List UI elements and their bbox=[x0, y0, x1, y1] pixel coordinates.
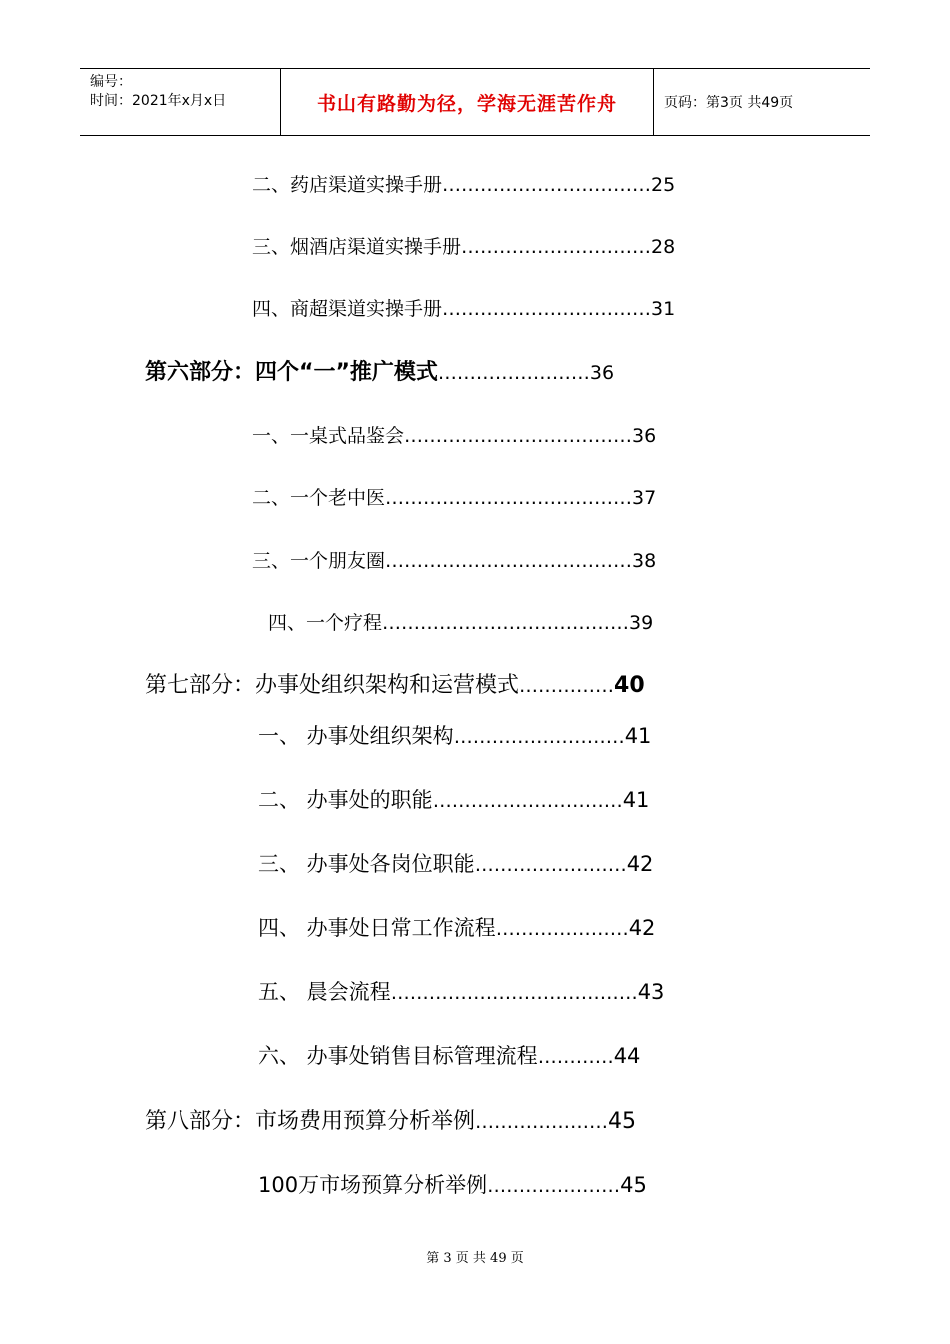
toc-item[interactable] bbox=[258, 918, 655, 939]
toc-leader: ………………… bbox=[475, 1111, 609, 1133]
toc-item-title: 三、 办事处各岗位职能 bbox=[258, 852, 475, 876]
toc-item-title: 四、商超渠道实操手册 bbox=[252, 298, 443, 320]
motto-text: 书山有路勤为径，学海无涯苦作舟 bbox=[316, 92, 617, 115]
number-label: 编号： bbox=[90, 74, 132, 90]
toc-item[interactable] bbox=[258, 726, 651, 747]
toc-item[interactable] bbox=[252, 489, 656, 508]
toc-item-page: 42 bbox=[626, 852, 654, 876]
toc-item[interactable] bbox=[258, 790, 649, 811]
toc-part-page: 40 bbox=[614, 673, 645, 698]
toc-leader: …………………… bbox=[474, 854, 627, 876]
toc-item[interactable] bbox=[258, 1046, 640, 1067]
toc-item-title: 二、 办事处的职能 bbox=[258, 788, 433, 812]
toc-leader: …………………… bbox=[437, 362, 590, 384]
toc-item[interactable] bbox=[252, 300, 675, 319]
toc-item[interactable] bbox=[252, 552, 656, 571]
toc-item[interactable] bbox=[252, 427, 656, 446]
toc-item-title: 五、 晨会流程 bbox=[258, 980, 391, 1004]
toc-leader: ………………………………… bbox=[385, 550, 633, 572]
header-meta bbox=[80, 69, 281, 135]
toc-leader: …………………………… bbox=[442, 174, 652, 196]
toc-leader: ………………………………… bbox=[390, 982, 638, 1004]
toc-part-title: 第六部分：四个“一”推广模式 bbox=[145, 360, 438, 385]
toc-item-page: 25 bbox=[651, 174, 676, 196]
toc-item-title: 二、药店渠道实操手册 bbox=[252, 174, 443, 196]
toc-part-page: 45 bbox=[608, 1109, 637, 1134]
toc-item-title: 三、烟酒店渠道实操手册 bbox=[252, 236, 462, 258]
toc-leader: ………………………………… bbox=[385, 487, 633, 509]
toc-leader: ………………………… bbox=[432, 790, 623, 812]
toc-item-title: 二、一个老中医 bbox=[252, 487, 386, 509]
toc-leader: ………… bbox=[537, 1046, 614, 1068]
toc-item-page: 45 bbox=[620, 1173, 647, 1197]
toc-item-page: 38 bbox=[632, 550, 657, 572]
toc-leader: …………………………… bbox=[442, 298, 652, 320]
toc-leader: ……………………… bbox=[453, 726, 625, 748]
toc-leader: ………………… bbox=[495, 918, 629, 940]
toc-item-page: 39 bbox=[629, 612, 654, 634]
page-header bbox=[80, 68, 870, 136]
toc-item-page: 41 bbox=[624, 724, 652, 748]
toc-item[interactable] bbox=[268, 614, 653, 633]
toc-item-page: 42 bbox=[628, 916, 656, 940]
toc-leader: ………………………………… bbox=[382, 612, 630, 634]
toc-item-page: 43 bbox=[637, 980, 665, 1004]
time-label: 时间：2021年x月x日 bbox=[90, 93, 227, 109]
toc-item-title: 四、 办事处日常工作流程 bbox=[258, 916, 496, 940]
toc-item-title: 三、一个朋友圈 bbox=[252, 550, 386, 572]
toc-item[interactable] bbox=[258, 1175, 647, 1196]
toc-item[interactable] bbox=[252, 238, 675, 257]
toc-item[interactable] bbox=[258, 854, 653, 875]
toc-part-title: 第七部分：办事处组织架构和运营模式 bbox=[145, 673, 520, 698]
toc-part[interactable] bbox=[145, 675, 645, 697]
page-footer: 第 3 页 共 49 页 bbox=[426, 1251, 524, 1266]
toc-part-page: 36 bbox=[589, 362, 615, 384]
toc-leader: ………………………… bbox=[461, 236, 652, 258]
toc-leader: ………………… bbox=[487, 1175, 621, 1197]
toc-leader: ……………………………… bbox=[404, 425, 633, 447]
toc-item-page: 41 bbox=[622, 788, 650, 812]
header-motto bbox=[281, 69, 654, 135]
header-page-info: 页码：第3页 共49页 bbox=[664, 95, 794, 111]
toc-item-title: 一、一桌式品鉴会 bbox=[252, 425, 405, 447]
toc-item-title: 100万市场预算分析举例 bbox=[258, 1173, 488, 1197]
toc-item[interactable] bbox=[258, 982, 664, 1003]
toc-part-title: 第八部分：市场费用预算分析举例 bbox=[145, 1109, 476, 1134]
toc-item-page: 31 bbox=[651, 298, 676, 320]
toc-item[interactable] bbox=[252, 176, 675, 195]
toc-item-title: 六、 办事处销售目标管理流程 bbox=[258, 1044, 538, 1068]
toc-item-title: 四、一个疗程 bbox=[268, 612, 383, 634]
toc-part[interactable] bbox=[145, 1111, 636, 1133]
toc-item-title: 一、 办事处组织架构 bbox=[258, 724, 454, 748]
toc-leader: …………… bbox=[519, 675, 615, 697]
toc-part[interactable] bbox=[145, 362, 614, 384]
toc-item-page: 37 bbox=[632, 487, 657, 509]
toc-item-page: 36 bbox=[632, 425, 657, 447]
toc-item-page: 28 bbox=[651, 236, 676, 258]
toc-item-page: 44 bbox=[613, 1044, 641, 1068]
